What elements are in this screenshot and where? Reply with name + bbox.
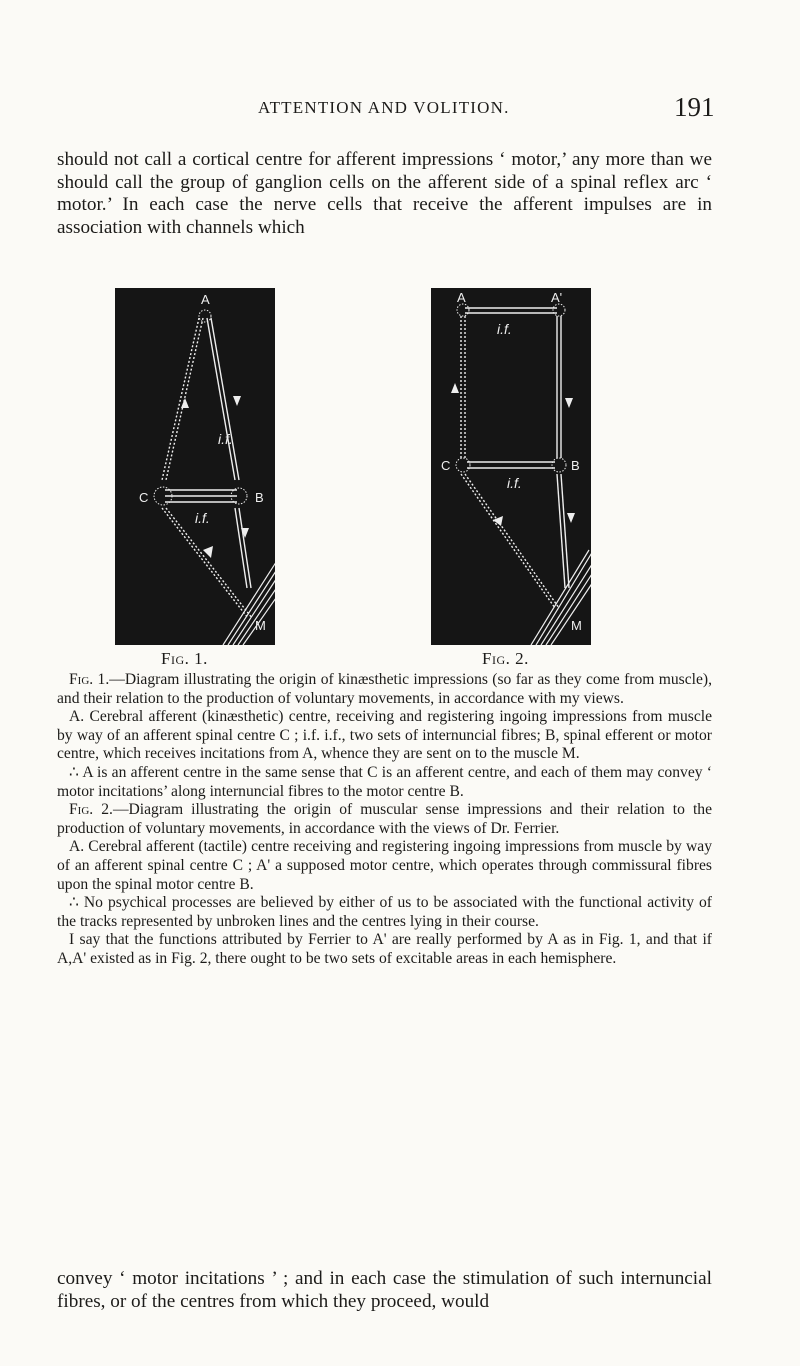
label-a-prime: A' [551,290,563,305]
caption-fig2-a: A. Cerebral afferent (tactile) centre receiving and registering ingoing impressions from muscle by way of an afferent spinal centre C ; A' a supposed motor centre, which operates through commissural fibres upon the spinal motor centre B. [57,838,712,893]
figure-1-diagram [115,288,275,645]
label-m: M [255,618,266,633]
caption-fig1-therefore: ∴ A is an afferent centre in the same sense that C is an afferent centre, and each of them may convey ‘ motor incitations’ along internuncial fibres to the motor centre B. [57,763,712,800]
figure-2-diagram [431,288,591,645]
label-b: B [571,458,580,473]
label-if-lower: i.f. [507,475,522,491]
caption-fig2-text: 2.—Diagram illustrating the origin of muscular sense impressions and their relation to the production of voluntary movements, in accordance with the views of Dr. Ferrier. [57,801,712,837]
page-number: 191 [674,92,715,122]
caption-fig2-head: Fig. [69,801,94,819]
figure-pair [115,288,707,668]
label-c: C [441,458,451,473]
label-a: A [457,290,466,305]
figure-2-label: Fig. 2. [482,649,529,668]
label-m: M [571,618,582,633]
caption-fig1 [57,671,712,708]
caption-closing: I say that the functions attributed by Ferrier to A' are really performed by A as in Fig. 1, and that if A,A' existed as in Fig. 2, there ought to be two sets of excitable areas in each hemisphere. [57,931,712,967]
caption-fig1-a: A. Cerebral afferent (kinæsthetic) centre, receiving and registering ingoing impressions from muscle by way of an afferent spinal centre C ; i.f. i.f., two sets of internuncial fibres; B, spinal efferent or motor centre, which receives incitations from A, whence they are sent on to the muscle M. [57,708,712,763]
label-b: B [255,490,264,505]
top-paragraph: should not call a cortical centre for afferent impressions ‘ motor,’ any more than we should call the group of ganglion cells on the afferent side of a spinal reflex arc ‘ motor.’ In each case the nerve cells that receive the afferent impulses are in association with channels which [57,149,712,239]
figure-1-label: Fig. 1. [161,649,208,668]
label-if-lower: i.f. [195,510,210,526]
running-header [0,92,800,128]
running-title: ATTENTION AND VOLITION. [258,98,510,117]
label-if-upper: i.f. [218,431,233,447]
caption-fig2 [57,801,712,838]
label-a: A [201,292,210,307]
label-c: C [139,490,149,505]
bottom-paragraph: convey ‘ motor incitations ’ ; and in each case the stimulation of such internuncial fibres, or of the centres from which they proceed, would [57,1268,712,1312]
caption-fig1-head: Fig. [69,671,94,688]
caption-fig2-therefore: ∴ No psychical processes are believed by either of us to be associated with the functional activity of the tracks represented by unbroken lines and the centres lying in their course. [57,894,712,930]
figure-captions [57,671,712,969]
caption-fig1-text: 1.—Diagram illustrating the origin of kinæsthetic impressions (so far as they come from muscle), and their relation to the production of voluntary movements, in accordance with my views. [57,671,712,707]
label-if-upper: i.f. [497,321,512,337]
